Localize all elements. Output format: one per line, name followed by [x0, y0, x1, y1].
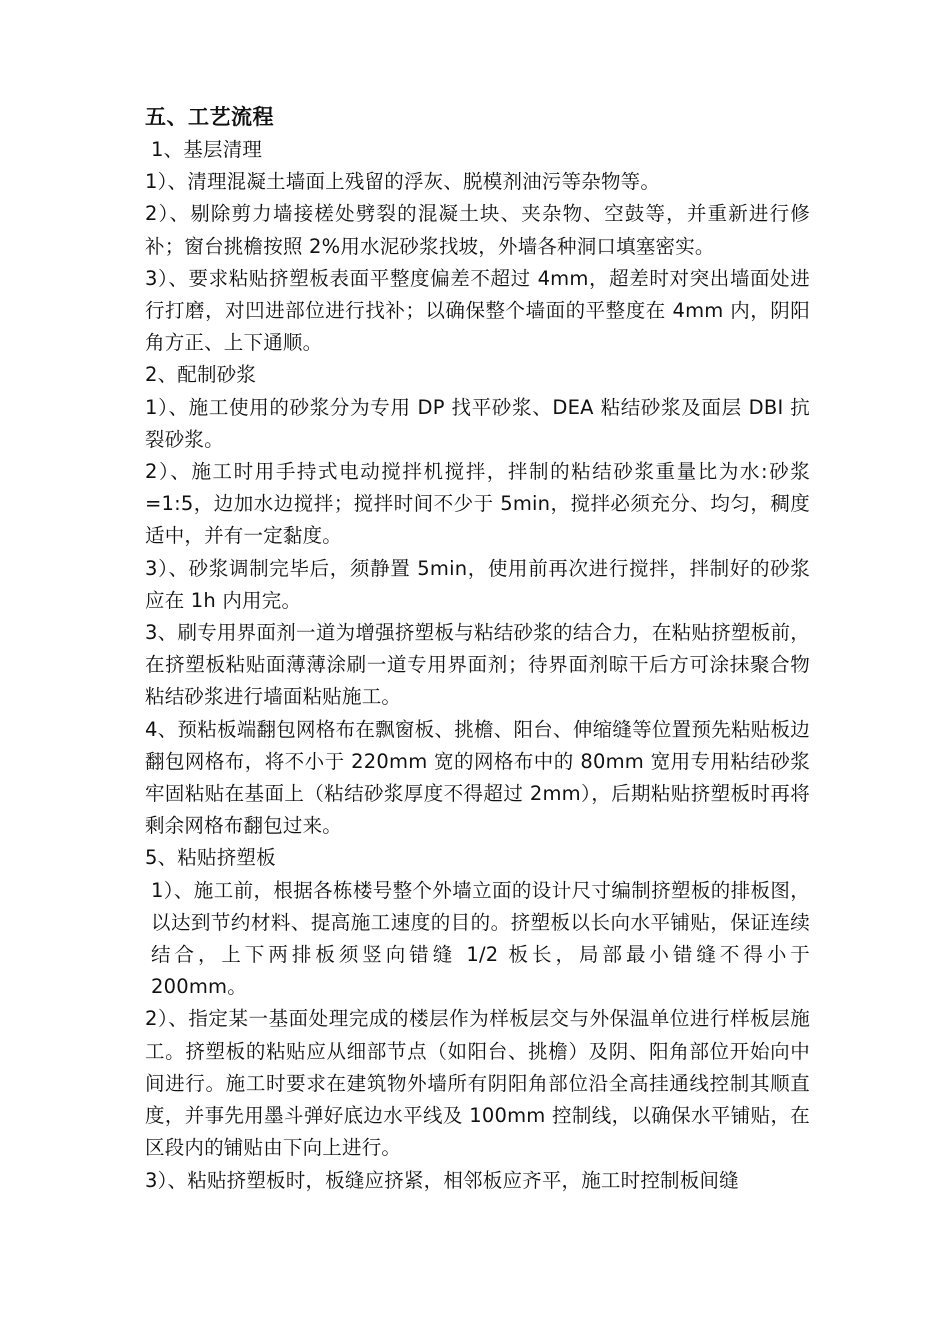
paragraph: 2）、指定某一基面处理完成的楼层作为样板层交与外保温单位进行样板层施工。挤塑板的粘贴应从细部节点（如阳台、挑檐）及阴、阳角部位开始向中间进行。施工时要求在建筑物外墙所有阴阳角部位沿全高挂通线控制其顺直度，并事先用墨斗弹好底边水平线及 100mm 控制线，以确保水平铺贴，在区段内的铺贴由下向上进行。	[145, 1007, 810, 1160]
paragraph: 3）、砂浆调制完毕后，须静置 5min，使用前再次进行搅拌，拌制好的砂浆应在 1h 内用完。	[145, 556, 810, 612]
document-page	[145, 102, 810, 1197]
paragraph: 1、基层清理	[151, 138, 263, 161]
paragraph: 4、预粘板端翻包网格布在飘窗板、挑檐、阳台、伸缩缝等位置预先粘贴板边翻包网格布，将不小于 220mm 宽的网格布中的 80mm 宽用专用粘结砂浆牢固粘贴在基面上（粘结砂浆厚度不得超过 2mm），后期粘贴挤塑板时再将剩余网格布翻包过来。	[145, 717, 810, 838]
paragraph: 5、粘贴挤塑板	[145, 846, 276, 870]
paragraph: 3）、要求粘贴挤塑板表面平整度偏差不超过 4mm，超差时对突出墙面处进行打磨，对凹进部位进行找补；以确保整个墙面的平整度在 4mm 内，阴阳角方正、上下通顺。	[145, 266, 810, 355]
paragraph: 2）、施工时用手持式电动搅拌机搅拌，拌制的粘结砂浆重量比为水:砂浆=1:5，边加水边搅拌；搅拌时间不少于 5min，搅拌必须充分、均匀，稠度适中，并有一定黏度。	[145, 460, 810, 548]
paragraph: 1）、清理混凝土墙面上残留的浮灰、脱模剂油污等杂物等。	[145, 170, 661, 194]
paragraph: 1）、施工前，根据各栋楼号整个外墙立面的设计尺寸编制挤塑板的排板图，以达到节约材料、提高施工速度的目的。挤塑板以长向水平铺贴，保证连续结合，上下两排板须竖向错缝 1/2 板长，局部最小错缝不得小于 200mm。	[151, 878, 810, 999]
paragraph: 3）、粘贴挤塑板时，板缝应挤紧，相邻板应齐平，施工时控制板间缝	[145, 1168, 739, 1192]
paragraph: 2、配制砂浆	[145, 363, 257, 387]
paragraph: 2）、剔除剪力墙接槎处劈裂的混凝土块、夹杂物、空鼓等，并重新进行修补；窗台挑檐按照 2%用水泥砂浆找坡，外墙各种洞口填塞密实。	[145, 202, 810, 258]
paragraph: 1）、施工使用的砂浆分为专用 DP 找平砂浆、DEA 粘结砂浆及面层 DBI 抗裂砂浆。	[145, 395, 810, 451]
paragraph: 3、刷专用界面剂一道为增强挤塑板与粘结砂浆的结合力，在粘贴挤塑板前，在挤塑板粘贴面薄薄涂刷一道专用界面剂；待界面剂晾干后方可涂抹聚合物粘结砂浆进行墙面粘贴施工。	[145, 621, 810, 709]
document-body	[145, 134, 810, 1197]
section-heading: 五、工艺流程	[145, 105, 274, 129]
